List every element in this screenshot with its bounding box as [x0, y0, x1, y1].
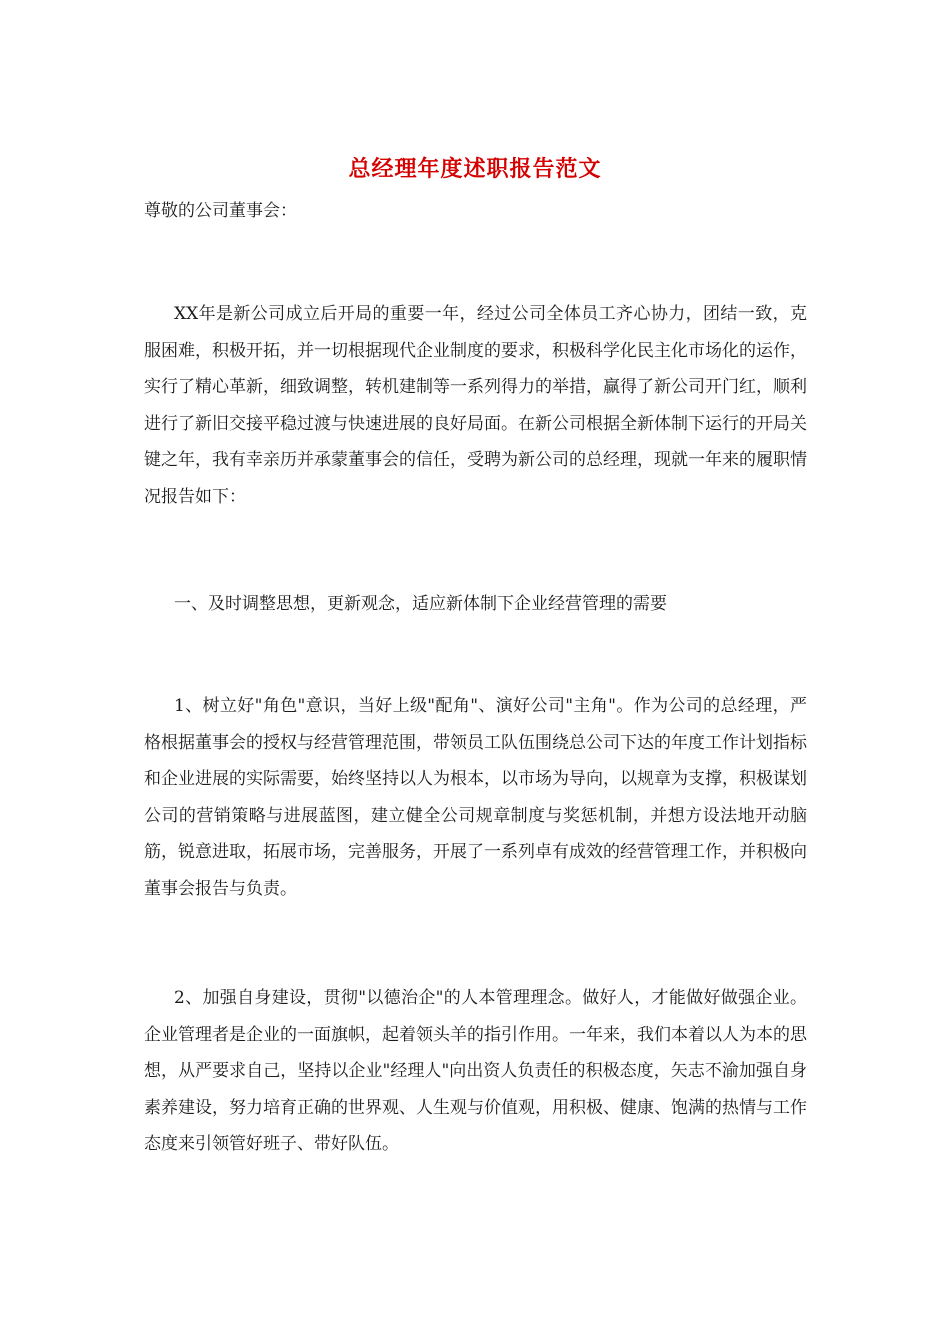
- paragraph-item-1: 1、树立好"角色"意识，当好上级"配角"、演好公司"主角"。作为公司的总经理，严格根据董事会的授权与经营管理范围，带领员工队伍围绕总公司下达的年度工作计划指标和企业进展的实际需要，始终坚持以人为根本，以市场为导向，以规章为支撑，积极谋划公司的营销策略与进展蓝图，建立健全公司规章制度与奖惩机制，并想方设法地开动脑筋，锐意进取，拓展市场，完善服务，开展了一系列卓有成效的经营管理工作，并积极向董事会报告与负责。: [144, 696, 807, 899]
- salutation: 尊敬的公司董事会：: [144, 201, 297, 221]
- document-title: 总经理年度述职报告范文: [348, 156, 602, 182]
- paragraph-intro: XX年是新公司成立后开局的重要一年，经过公司全体员工齐心协力，团结一致，克服困难，积极开拓，并一切根据现代企业制度的要求，积极科学化民主化市场化的运作，实行了精心革新，细致调整，转机建制等一系列得力的举措，赢得了新公司开门红，顺利进行了新旧交接平稳过渡与快速进展的良好局面。在新公司根据全新体制下运行的开局关键之年，我有幸亲历并承蒙董事会的信任，受聘为新公司的总经理，现就一年来的履职情况报告如下：: [144, 304, 807, 507]
- section-heading: 一、及时调整思想，更新观念，适应新体制下企业经营管理的需要: [174, 594, 667, 614]
- paragraph-item-2: 2、加强自身建设，贯彻"以德治企"的人本管理理念。做好人，才能做好做强企业。企业管理者是企业的一面旗帜，起着领头羊的指引作用。一年来，我们本着以人为本的思想，从严要求自己，坚持以企业"经理人"向出资人负责任的积极态度，矢志不渝加强自身素养建设，努力培育正确的世界观、人生观与价值观，用积极、健康、饱满的热情与工作态度来引领管好班子、带好队伍。: [144, 988, 807, 1154]
